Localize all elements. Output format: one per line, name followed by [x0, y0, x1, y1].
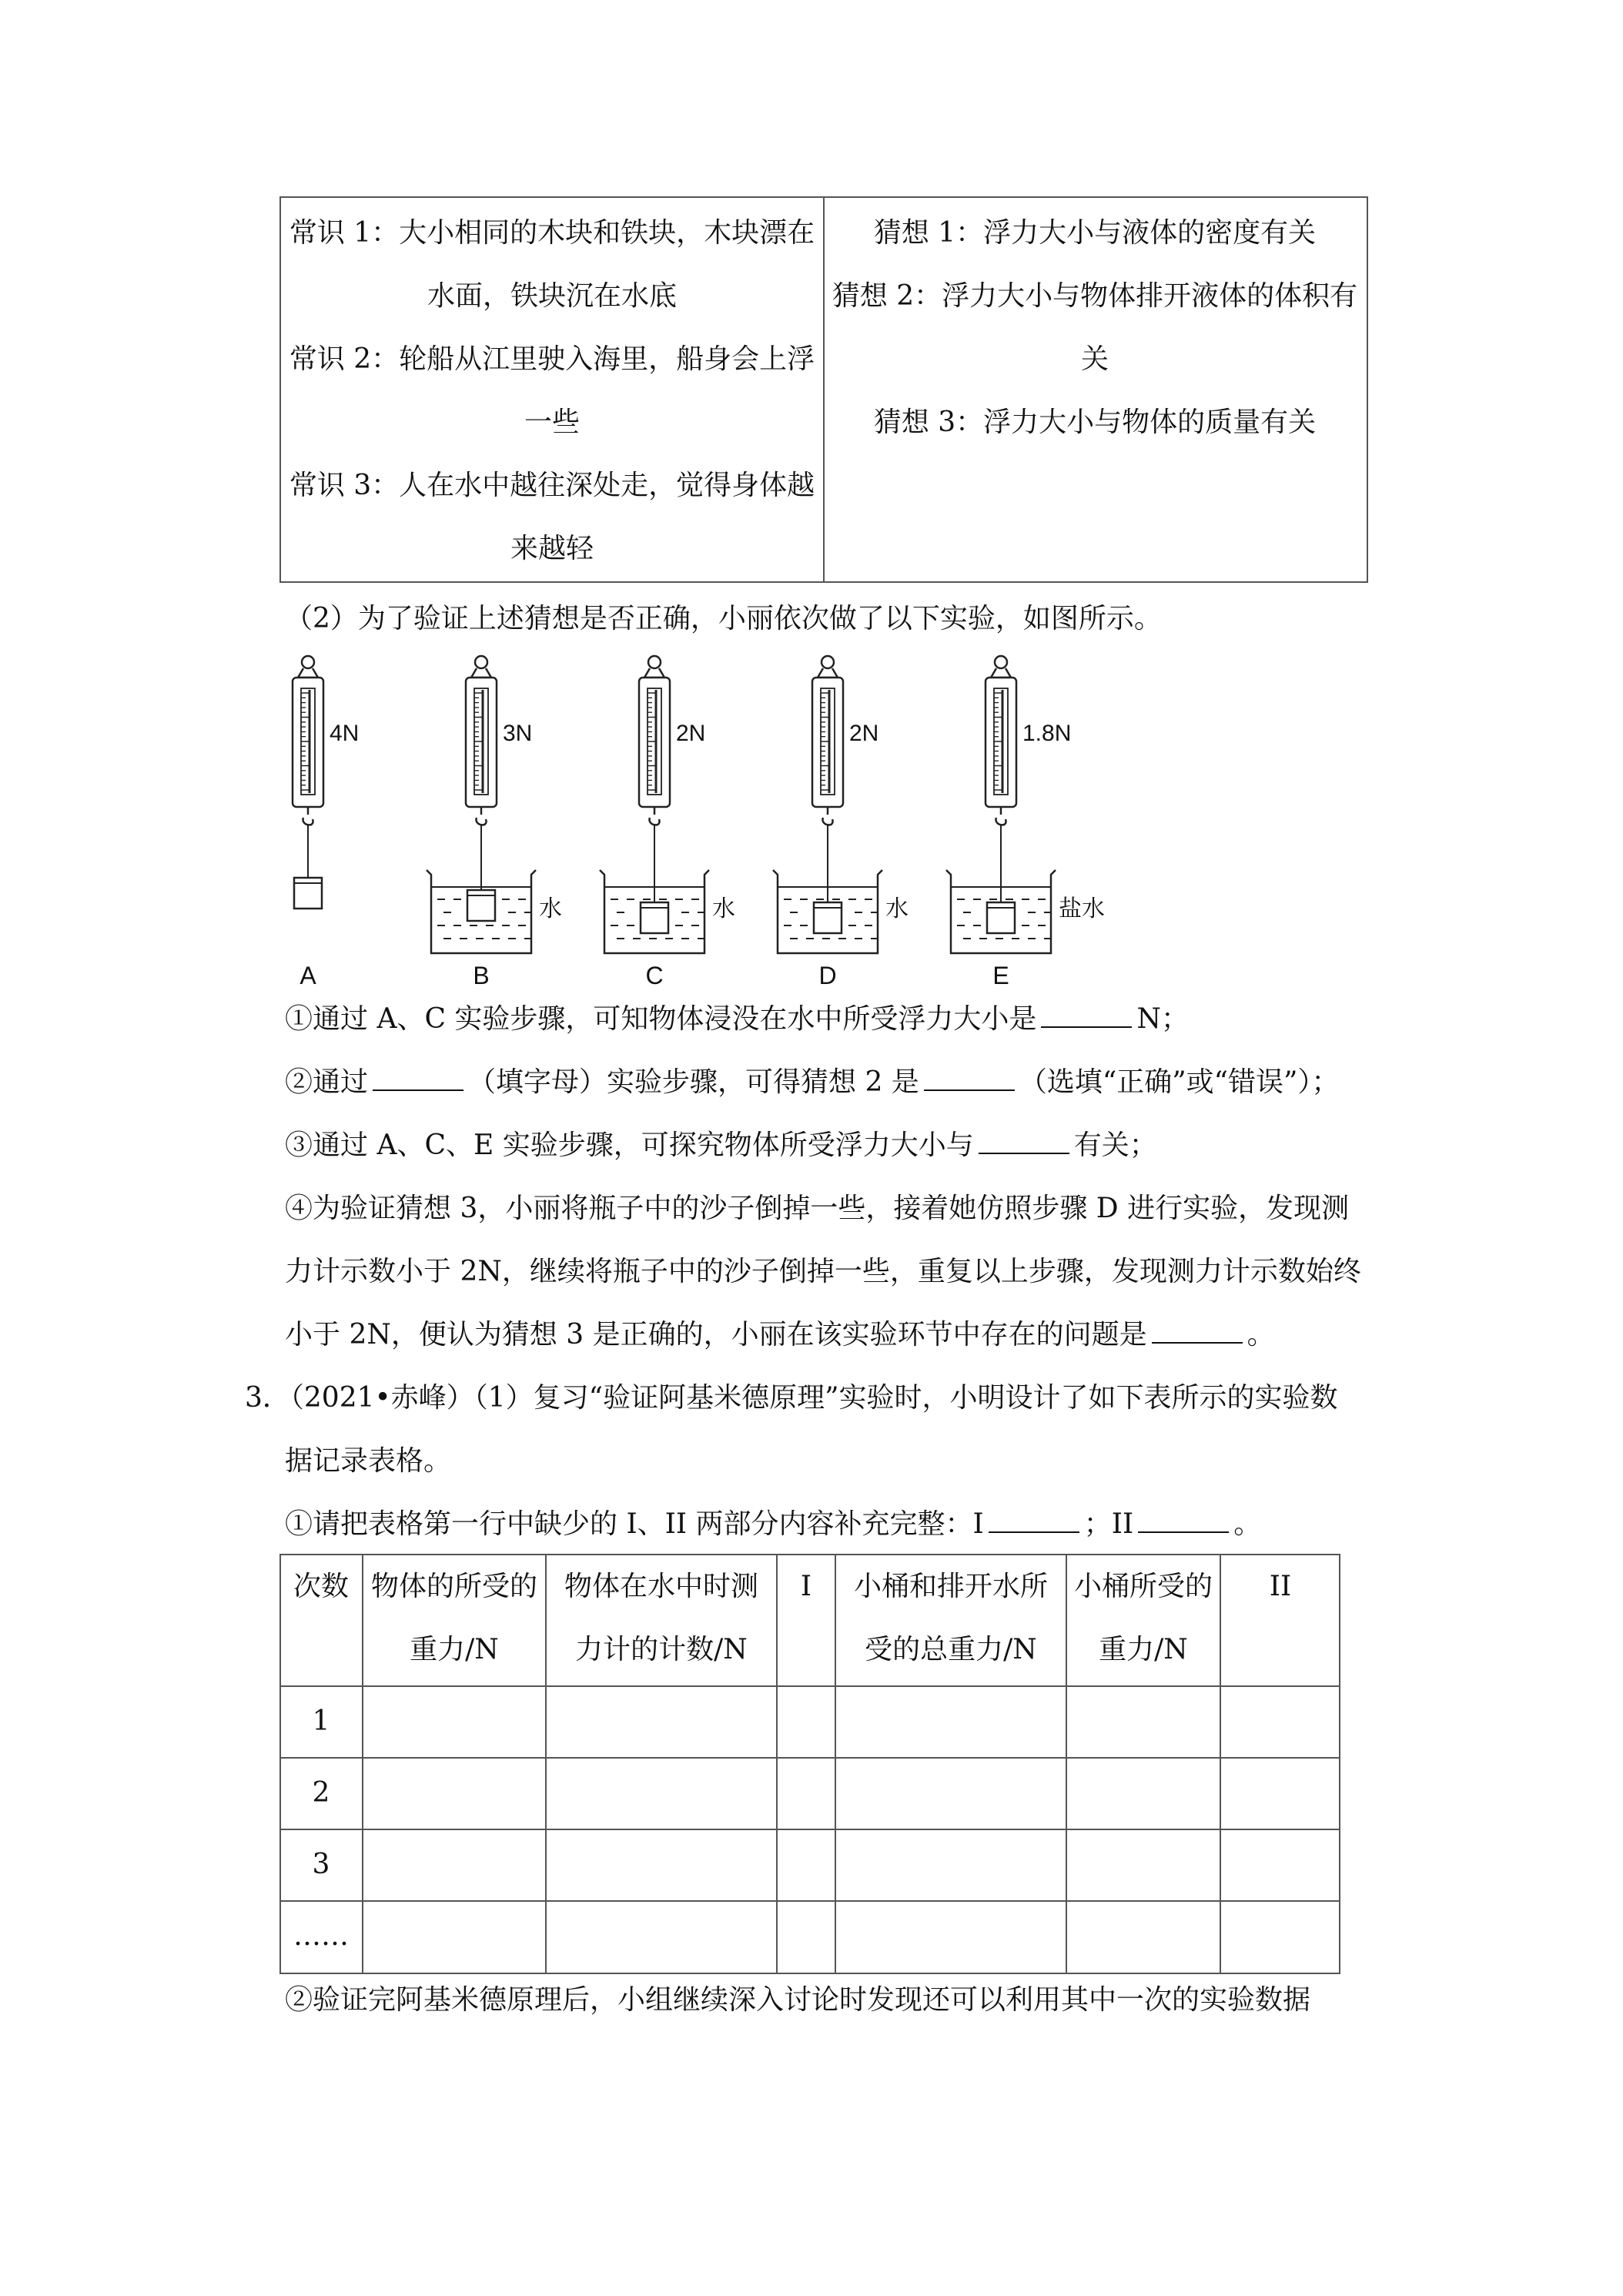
header-count-text: 次数: [293, 1571, 349, 1602]
reading-label: 2N: [676, 721, 706, 746]
row-label-more: ……: [293, 1920, 349, 1952]
hanger-ring: [648, 656, 661, 668]
setup-label: C: [645, 962, 664, 989]
q2-step4-end: 。: [1247, 1319, 1275, 1350]
common-sense-2b: 一些: [524, 407, 580, 438]
scale-hook: [822, 807, 832, 825]
header-reading-l2: 力计的计数/N: [575, 1634, 748, 1665]
col-header-weight: [363, 1555, 546, 1682]
q2-step4-line2: 力计示数小于 2N，继续将瓶子中的沙子倒掉一些，重复以上步骤，发现测力计示数始终: [285, 1256, 1361, 1287]
col-header-I: [777, 1555, 835, 1618]
common-sense-3b: 来越轻: [510, 533, 594, 564]
scale-body: [812, 678, 843, 807]
q2-step3: [285, 1129, 1157, 1163]
common-sense-1b: 水面，铁块沉在水底: [427, 280, 677, 312]
hypothesis-2b: 关: [1080, 343, 1109, 375]
q2-step1-unit: N；: [1136, 1003, 1189, 1035]
q3-line3-text: ①请把表格第一行中缺少的 I、II 两部分内容补充完整：I: [285, 1508, 984, 1540]
header-bucket-l2: 重力/N: [1099, 1634, 1188, 1665]
header-reading-l1: 物体在水中时测: [564, 1571, 758, 1602]
q2-intro: （2）为了验证上述猜想是否正确，小丽依次做了以下实验，如图所示。: [285, 603, 1162, 634]
common-sense-column: [283, 202, 822, 581]
hanger-ring: [302, 656, 314, 668]
setup-label: E: [992, 962, 1009, 989]
q3-line3: [285, 1508, 1261, 1541]
scale-top-cap: [471, 668, 491, 678]
col-header-bucket-total: [835, 1555, 1066, 1682]
hanger-ring: [475, 656, 487, 668]
setup-label: B: [473, 962, 490, 989]
setup-a: [293, 656, 359, 989]
q2-step3-text-a: ③通过 A、C、E 实验步骤，可探究物体所受浮力大小与: [285, 1130, 974, 1161]
scale-hook: [303, 807, 313, 825]
row-label-1: 1: [312, 1705, 330, 1737]
col-header-reading: [546, 1555, 777, 1682]
scale-top-cap: [298, 668, 318, 678]
hypothesis-2a: 猜想 2：浮力大小与物体排开液体的体积有: [832, 280, 1358, 312]
q3-line3-sep: ；II: [1083, 1508, 1134, 1540]
col-header-count: [279, 1555, 363, 1618]
scale-hook: [996, 807, 1006, 825]
q2-step4-line3: [285, 1318, 1275, 1352]
scale-top-cap: [818, 668, 838, 678]
scale-body: [293, 678, 323, 807]
setup-label: A: [300, 962, 316, 989]
q2-step1: [285, 1002, 1189, 1036]
scale-hook: [649, 807, 659, 825]
q3-line1: 3．（2021•赤峰）（1）复习“验证阿基米德原理”实验时，小明设计了如下表所示的实验数: [245, 1382, 1338, 1414]
q2-step4-line1: ④为验证猜想 3，小丽将瓶子中的沙子倒掉一些，接着她仿照步骤 D 进行实验，发现测: [285, 1193, 1350, 1224]
answer-blank-5[interactable]: [1152, 1319, 1243, 1344]
spring-scale-figure: [277, 654, 1105, 993]
answer-blank-II[interactable]: [1138, 1508, 1229, 1533]
reading-label: 4N: [330, 721, 360, 746]
scale-body: [466, 678, 497, 807]
liquid-label: 盐水: [1059, 896, 1105, 922]
q2-step2-text-a: ②通过: [285, 1066, 369, 1098]
header-bucket-total-l2: 受的总重力/N: [865, 1634, 1037, 1665]
liquid-label: 水: [885, 896, 909, 922]
header-bucket-total-l1: 小桶和排开水所: [853, 1571, 1048, 1602]
liquid-label: 水: [712, 896, 735, 922]
q3-line4: ②验证完阿基米德原理后，小组继续深入讨论时发现还可以利用其中一次的实验数据: [285, 1984, 1311, 2016]
col-header-bucket: [1066, 1555, 1220, 1682]
q3-line2: 据记录表格。: [285, 1445, 452, 1477]
q2-step1-text: ①通过 A、C 实验步骤，可知物体浸没在水中所受浮力大小是: [285, 1003, 1037, 1035]
q2-step3-text-b: 有关；: [1073, 1130, 1157, 1161]
scale-hook: [476, 807, 486, 825]
q2-step2-text-b: （填字母）实验步骤，可得猜想 2 是: [468, 1066, 919, 1098]
hanger-ring: [995, 656, 1007, 668]
liquid-label: 水: [539, 896, 562, 922]
q2-step2: [285, 1066, 1339, 1099]
reading-label: 2N: [849, 721, 879, 746]
answer-blank-1[interactable]: [1041, 1003, 1132, 1028]
answer-blank-4[interactable]: [979, 1130, 1069, 1154]
common-sense-3a: 常识 3：人在水中越往深处走，觉得身体越: [289, 470, 815, 501]
answer-blank-I[interactable]: [989, 1508, 1079, 1533]
setup-b: [427, 656, 562, 989]
common-sense-1a: 常识 1：大小相同的木块和铁块，木块漂在: [289, 217, 815, 249]
row-label-3: 3: [312, 1849, 330, 1880]
answer-blank-3[interactable]: [924, 1066, 1015, 1091]
reading-label: 1.8N: [1022, 721, 1072, 746]
common-sense-2a: 常识 2：轮船从江里驶入海里，船身会上浮: [289, 343, 815, 375]
answer-blank-2[interactable]: [373, 1066, 463, 1091]
reading-label: 3N: [503, 721, 533, 746]
header-I-text: I: [800, 1571, 812, 1602]
setup-label: D: [818, 962, 837, 989]
header-II-text: II: [1269, 1571, 1292, 1602]
header-weight-l2: 重力/N: [410, 1634, 499, 1665]
header-weight-l1: 物体的所受的: [370, 1571, 537, 1602]
hypothesis-column: [825, 202, 1365, 454]
hypothesis-1: 猜想 1：浮力大小与液体的密度有关: [873, 217, 1317, 249]
q2-step4-text: 小于 2N，便认为猜想 3 是正确的，小丽在该实验环节中存在的问题是: [285, 1319, 1147, 1350]
q2-step2-text-c: （选填“正确”或“错误”）；: [1019, 1066, 1340, 1098]
scale-top-cap: [644, 668, 664, 678]
setup-c: [600, 656, 735, 989]
row-label-2: 2: [312, 1777, 330, 1809]
hypothesis-3: 猜想 3：浮力大小与物体的质量有关: [873, 407, 1317, 438]
header-bucket-l1: 小桶所受的: [1073, 1571, 1213, 1602]
setup-d: [773, 656, 909, 989]
scale-body: [639, 678, 670, 807]
col-header-II: [1220, 1555, 1340, 1618]
hanger-ring: [822, 656, 834, 668]
scale-top-cap: [991, 668, 1011, 678]
scale-body: [986, 678, 1016, 807]
record-table: [279, 1554, 1340, 1974]
q3-line3-end: 。: [1233, 1508, 1262, 1540]
setup-e: [946, 656, 1105, 989]
